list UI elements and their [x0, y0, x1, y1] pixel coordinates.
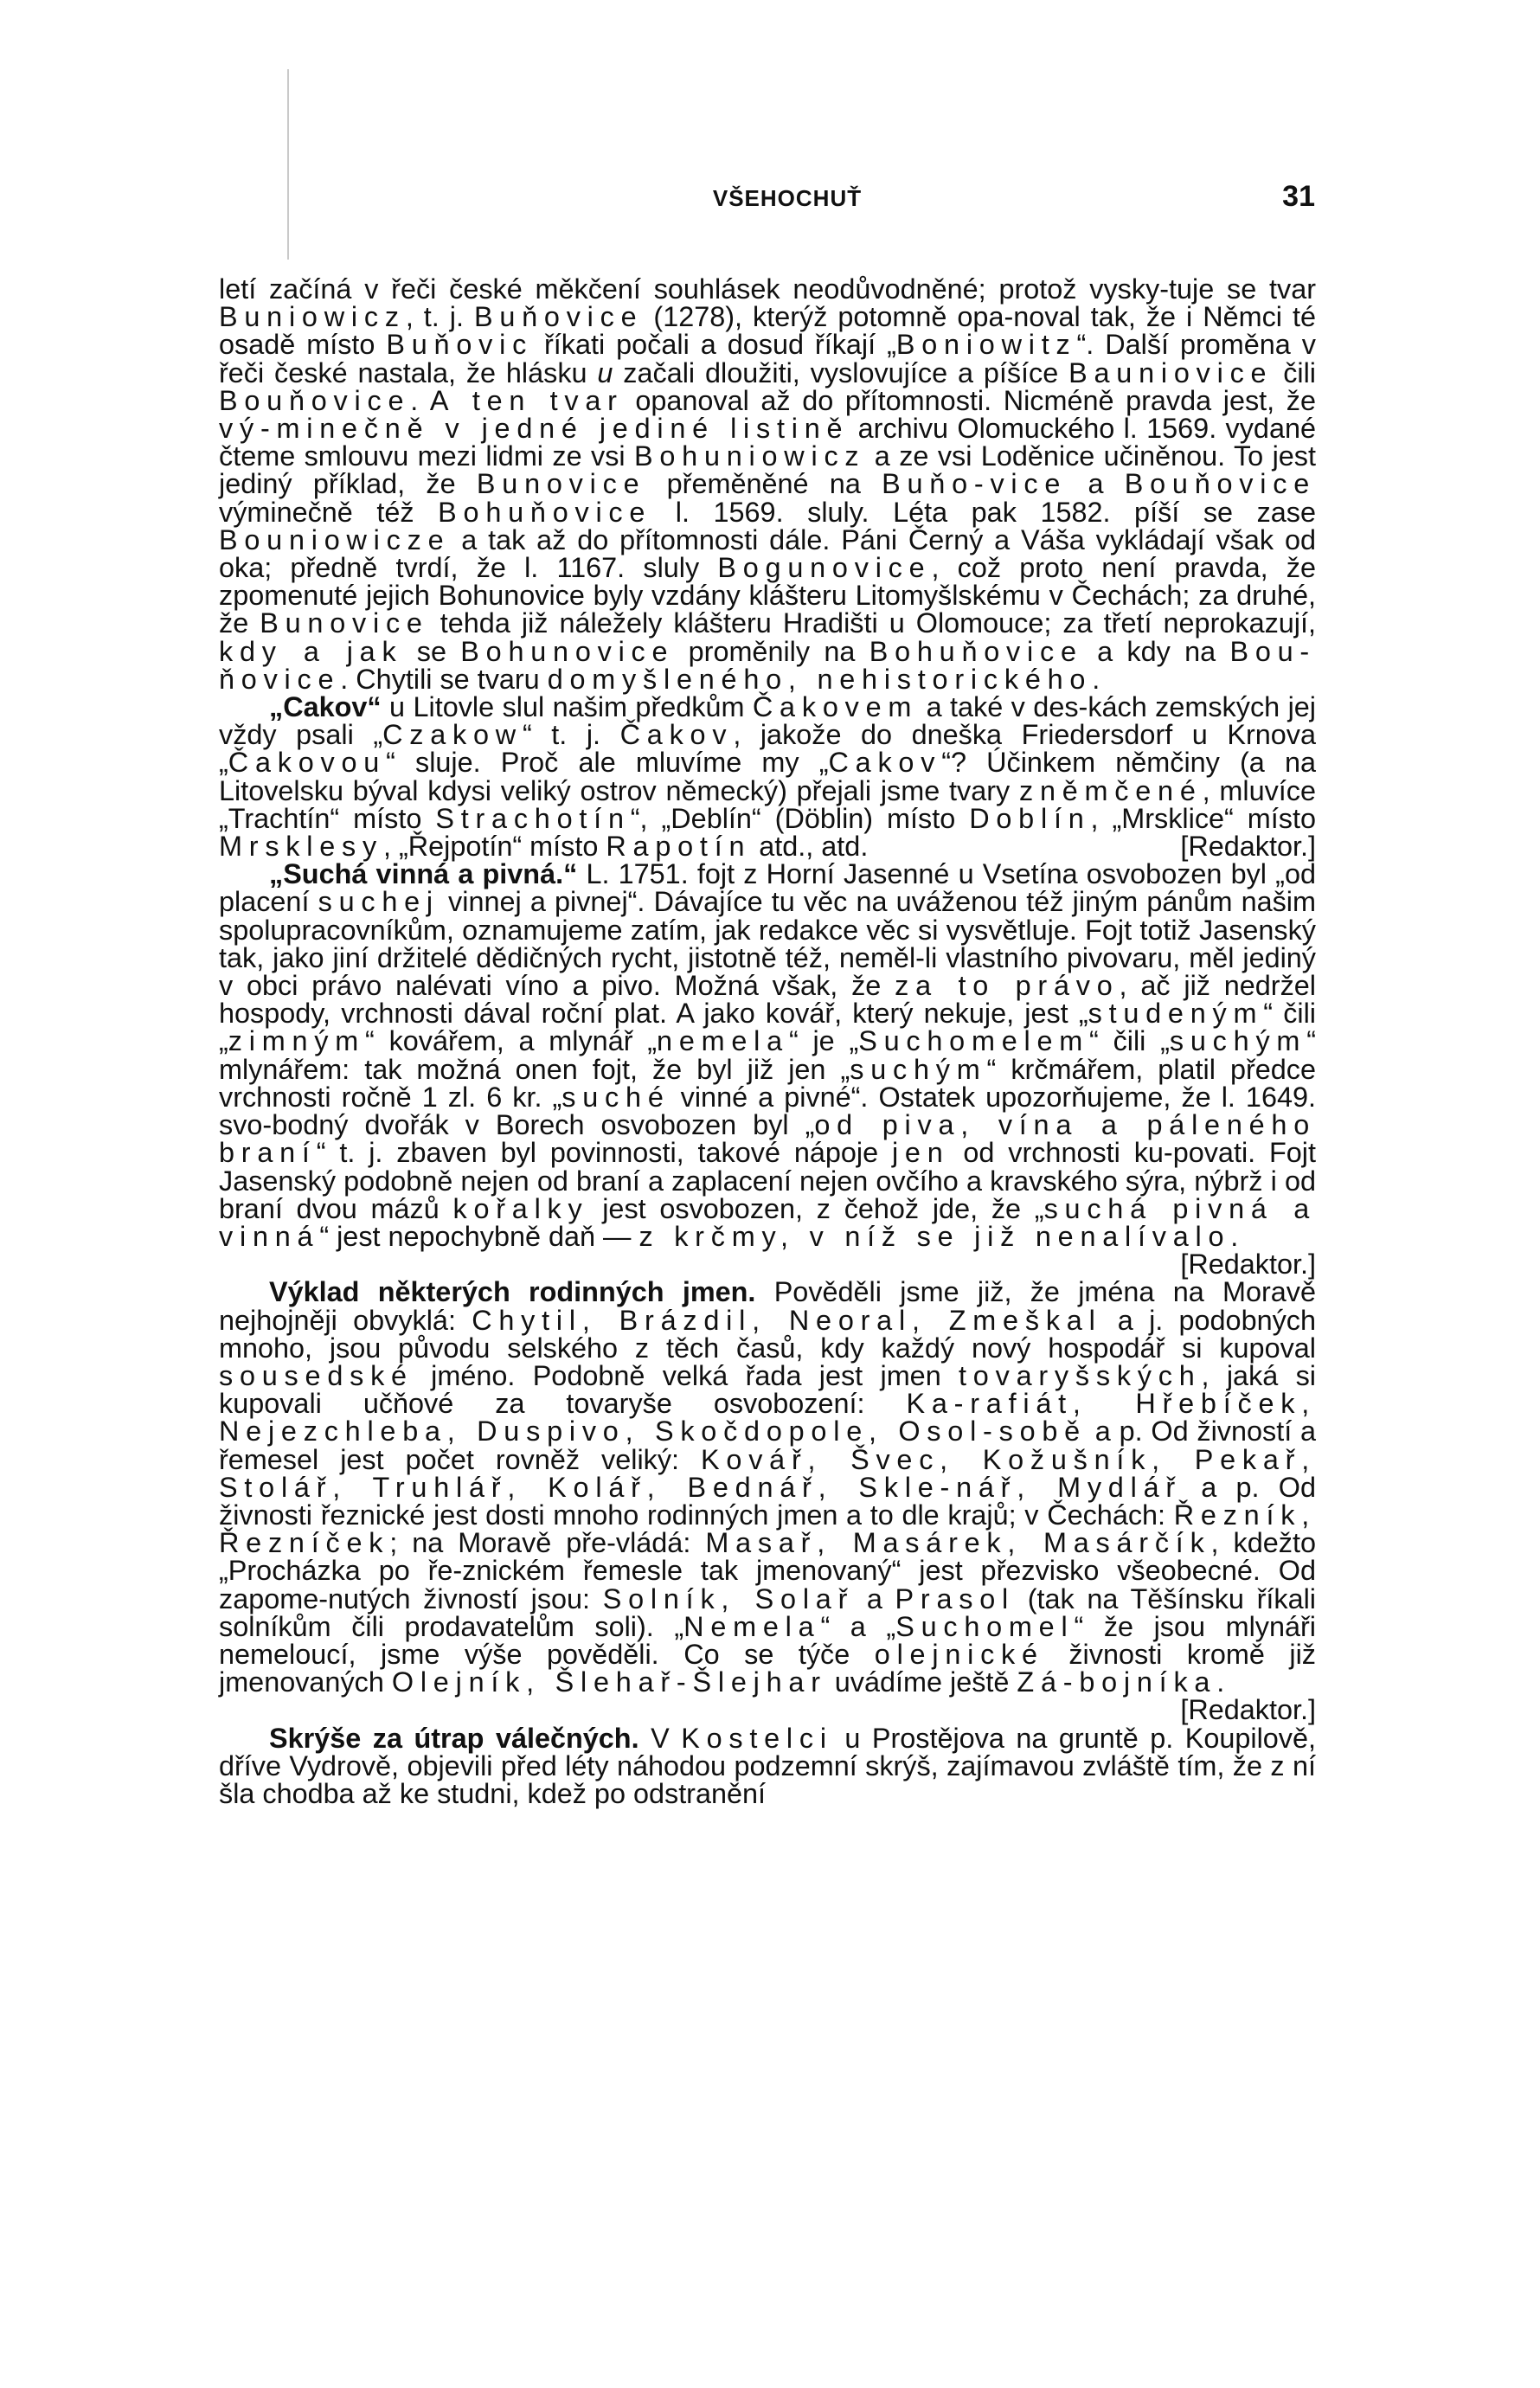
text-run: (1278), kterýž potomně opa-noval tak, že i Němci té osadě místo [219, 301, 1316, 361]
italic-letter: u [597, 356, 613, 388]
text-run: přeměněné na [645, 468, 882, 500]
text-run: jméno. Podobně velká řada jest jmen [413, 1359, 959, 1391]
text-run: atd., atd. [751, 831, 869, 863]
text-run: a ze vsi Loděnice učiněnou. To jest jediný příklad, že [219, 440, 1316, 500]
spaced-term: Solník, Solař [602, 1582, 855, 1614]
spaced-term: suchým [850, 1053, 987, 1085]
spaced-term: Čakov [619, 719, 734, 751]
spaced-term: Cakov [828, 747, 942, 779]
entry-title: Výklad některých rodinných jmen. [269, 1276, 756, 1308]
spaced-term: Bohuniowicz [634, 440, 866, 472]
spaced-term: zněmčené [1018, 774, 1203, 806]
paragraph-rodinna-jmena [219, 1278, 1316, 1724]
text-run: “? Účinkem němčiny (a na Litovelsku býval kdysi veliký ostrov německý) přejali jsme tvary [219, 747, 1316, 806]
text-run: a j. podobných mnoho, jsou původu selského z těch časů, kdy každý nový hospodář si kupoval [219, 1304, 1316, 1364]
text-run: (tak na Těšínsku říkali solníkům čili prodavatelům soli). „ [219, 1582, 1316, 1642]
text-run: Pověděli jsme již, že jména na Moravě nejhojněji obvyklá: [219, 1276, 1316, 1336]
spaced-term: Čakovou [228, 747, 387, 779]
signature-redaktor: [Redaktor.] [1180, 831, 1316, 863]
spaced-term: nemela [657, 1025, 789, 1057]
spaced-term: Boniowitz [895, 329, 1077, 361]
text-run: “ čili „ [1089, 1025, 1170, 1057]
spaced-term: Chytil, Brázdil, Neoral, Zmeškal [472, 1304, 1102, 1336]
paragraph-sucha-vinna [219, 858, 1317, 1281]
text-run: tehda již náležely klášteru Hradišti u Olomouce; za třetí neprokazují, [428, 607, 1316, 639]
spaced-term: z krčmy, v níž se již nenalívalo [638, 1220, 1231, 1252]
spaced-term: sousedské [219, 1359, 414, 1391]
spaced-term: vý-minečně v jedné jediné listině [219, 413, 850, 445]
article-body [219, 275, 1316, 1807]
spaced-term: Buňovice [473, 301, 644, 333]
signature-redaktor: [Redaktor.] [1180, 1249, 1316, 1281]
spaced-term: Buňovic [386, 329, 534, 361]
spaced-term: Rapotín [606, 831, 752, 863]
spaced-term: Masař, Masárek, Masárčík [705, 1527, 1211, 1559]
text-run: . [1216, 1666, 1225, 1698]
text-run: L. 1751. fojt z Horní Jasenné u Vsetína osvobozen byl „od placení [219, 858, 1316, 918]
text-run: proměnily na [674, 635, 869, 667]
text-run: a p. Od živností a řemesel jest počet rovněž veliký: [219, 1415, 1317, 1475]
text-run: “. Další proměna v řeči české nastala, že hlásku [219, 329, 1316, 388]
spaced-term: suchej [318, 886, 440, 918]
spaced-term: A ten tvar [429, 384, 624, 416]
spaced-term: tovaryšských [959, 1359, 1202, 1391]
text-run: uvádíme ještě [826, 1666, 1017, 1698]
text-run: “ čili „ [219, 998, 1316, 1057]
text-run: vinné a pivné“. Ostatek upozorňujeme, že l. 1649. svo-bodný dvořák v Borech osvobozen byl „ [219, 1081, 1316, 1141]
text-run: se [402, 635, 461, 667]
spaced-term: Strachotín [435, 802, 631, 834]
text-run: a také v des-kách zemských jej vždy psali „ [219, 691, 1316, 751]
paragraph-bunovice [219, 275, 1316, 693]
text-run: a [854, 1582, 895, 1614]
spaced-term: Bunovice [260, 607, 429, 639]
text-run: čili [1273, 356, 1316, 388]
spaced-term: Kostelci [681, 1722, 833, 1754]
spaced-term: Bohuňovice [869, 635, 1083, 667]
entry-title: „Cakov“ [269, 691, 382, 723]
spaced-term: Nemela [683, 1610, 821, 1642]
text-run: , t. j. [405, 301, 474, 333]
spaced-term: Ka-rafiát, Hřebíček, Nejezchleba, Duspivo, Skočdopole, Osol-sobě [219, 1388, 1317, 1448]
text-run: . [1092, 663, 1100, 695]
text-run: archivu Olomuckého l. 1569. vydané čteme smlouvu mezi lidmi ze vsi [219, 413, 1316, 472]
spaced-term: Prasol [895, 1582, 1016, 1614]
spaced-term: Bouniowicze [219, 523, 451, 555]
spaced-term: domyšleného, nehistorického [547, 663, 1093, 695]
text-run: “ kovářem, a mlynář „ [365, 1025, 658, 1057]
spaced-term: Mrsklesy [219, 831, 383, 863]
text-run: l. 1569. sluly. Léta pak 1582. píší se zase [651, 496, 1317, 528]
text-run: ; na Moravě pře-vládá: [389, 1527, 706, 1559]
spaced-term: Bouňovice [219, 384, 411, 416]
text-run: jest osvobozen, z čehož jde, že „ [588, 1192, 1044, 1224]
text-run: , mluvíce „Trachtín“ místo [219, 774, 1316, 834]
signature-redaktor: [Redaktor.] [1180, 1694, 1316, 1726]
page-header [260, 180, 1315, 223]
spaced-term: Řezník, Řezníček [219, 1499, 1316, 1559]
spaced-term: od piva, vína a páleného braní [219, 1109, 1316, 1169]
text-run: vinnej a pivnej“. Dávajíce tu věc na uváženou též jiným pánům našim spolupracovníkům, oznamujeme zatím, jak redakce věc si vysvětluje. Fojt totiž Jasenský tak, jako jiní držitelé dědičných rycht, jistotně též, neměl-li vlastního pivovaru, měl jediný v obci právo nalévati víno a pivo. Možná však, že [219, 886, 1316, 1002]
paragraph-skryse [219, 1724, 1316, 1808]
entry-title: Skrýše za útrap válečných. [269, 1722, 639, 1754]
text-run: u Litovle slul našim předkům [381, 691, 753, 723]
text-run: V [638, 1722, 682, 1754]
spaced-term: Doblín [969, 802, 1091, 834]
page-number: 31 [1282, 180, 1315, 213]
page-fold-line [287, 69, 289, 260]
text-run: a p. Od živnosti řeznické jest dosti mnoho rodinných jmen a to dle krajů; v Čechách: [219, 1471, 1316, 1531]
spaced-term: olejnické [874, 1638, 1044, 1670]
text-run: od vrchnosti ku-povati. Fojt Jasenský podobně nejen od braní a zaplacení nejen ovčího a kravského sýra, nýbrž i od braní dvou mázů [219, 1137, 1316, 1224]
text-run: “ jest nepochybně daň — [319, 1220, 639, 1252]
text-run: u Prostějova na gruntě p. Koupilově, dříve Vydrově, objevili před léty náhodou podzemní skrýš, zajímavou zvláště tím, že z ní šla chodba až ke studni, kdež po odstranění [219, 1722, 1317, 1809]
spaced-term: Suchomelem [858, 1025, 1090, 1057]
spaced-term: suchá pivná a vinná [219, 1192, 1316, 1252]
text-run: . [410, 384, 430, 416]
text-run: , ač již nedržel hospody, vrchnosti dával roční plat. A jako kovář, který nekuje, jest „ [219, 970, 1317, 1030]
spaced-term: Bohuňovice [438, 496, 652, 528]
spaced-term: Bunovice [476, 468, 646, 500]
text-run: . Chytili se tvaru [340, 663, 548, 695]
spaced-term: Čakovem [752, 691, 919, 723]
running-head: VŠEHOCHUŤ [712, 185, 863, 211]
text-run: říkati počali a dosud říkají „ [533, 329, 896, 361]
spaced-term: Bogunovice [717, 552, 932, 584]
text-run: a tak až do přítomnosti dále. Páni Černý a Váša vykládají však od oka; předně tvrdí, že l. 1167. sluly [219, 523, 1316, 584]
spaced-term: studeným [1088, 998, 1264, 1030]
text-run: “ a „ [820, 1610, 896, 1642]
text-run: a [1067, 468, 1125, 500]
text-run: “ že jsou mlynáři nemeloucí, jsme výše pověděli. Co se týče [219, 1610, 1317, 1670]
text-run: a kdy na [1082, 635, 1230, 667]
text-run: začali dloužiti, vyslovujíce a píšíce [613, 356, 1069, 388]
spaced-term: suchým [1169, 1025, 1307, 1057]
text-run: “ t. j. zbaven byl povinnosti, takové nápoje [316, 1137, 892, 1169]
spaced-term: Bauniovice [1068, 356, 1274, 388]
text-run: , jaká si kupovali učňové za tovaryše osvobození: [219, 1359, 1316, 1420]
spaced-term: za to právo [895, 970, 1120, 1002]
spaced-term: Buniowicz [219, 301, 406, 333]
text-run: “ je „ [788, 1025, 859, 1057]
spaced-term: Buňo-vice [882, 468, 1068, 500]
spaced-term: Bou-ňovice [219, 635, 1316, 695]
paragraph-cakov [219, 691, 1316, 863]
entry-title: „Suchá vinná a pivná.“ [269, 858, 578, 890]
text-run: opanoval až do přítomnosti. Nicméně pravda jest, že [623, 384, 1316, 416]
text-run: “ sluje. Proč ale mluvíme my „ [386, 747, 829, 779]
spaced-term: zimným [228, 1025, 366, 1057]
spaced-term: Kovář, Švec, Kožušník, Pekař, Stolář, Truhlář, Kolář, Bednář, Skle-nář, Mydlář [219, 1443, 1316, 1503]
text-run: “ t. j. [522, 719, 620, 751]
text-run: , což proto není pravda, že zpomenuté jejich Bohunovice byly vzdány klášteru Litomyšlskému v Čechách; za druhé, že [219, 552, 1316, 639]
text-run: “, „Deblín“ (Döblin) místo [630, 802, 970, 834]
text-run: “ krčmářem, platil předce vrchnosti ročně 1 zl. 6 kr. „ [219, 1053, 1316, 1113]
text-run: “ mlynářem: tak možná onen fojt, že byl již jen „ [219, 1025, 1316, 1085]
text-run: , „Mrsklice“ místo [1090, 802, 1316, 834]
spaced-term: kdy a jak [219, 635, 403, 667]
text-run: , kdežto „Procházka po ře-znickém řemesle tak jmenovaný“ jest přezvisko všeobecné. Od zapome-nutých živností jsou: [219, 1527, 1316, 1614]
spaced-term: Olejník, Šlehař-Šlejhar [391, 1666, 827, 1698]
spaced-term: kořalky [452, 1192, 589, 1224]
text-run: . [1230, 1220, 1239, 1252]
spaced-term: suché [561, 1081, 671, 1113]
text-run: živnosti kromě již jmenovaných [219, 1638, 1316, 1698]
text-run: výminečně též [219, 496, 439, 528]
spaced-term: Zá-bojníka [1017, 1666, 1217, 1698]
spaced-term: Czakow [382, 719, 523, 751]
spaced-term: Suchomel [895, 1610, 1075, 1642]
text-run: , „Řejpotín“ místo [382, 831, 606, 863]
text-run: , jakože do dneška Friedersdorf u Krnova „ [219, 719, 1316, 779]
spaced-term: jen [891, 1137, 950, 1169]
spaced-term: Bohunovice [460, 635, 675, 667]
spaced-term: Bouňovice [1124, 468, 1316, 500]
text-run: letí začíná v řeči české měkčení souhlásek neodůvodněné; protož vysky-tuje se tvar [219, 273, 1316, 305]
